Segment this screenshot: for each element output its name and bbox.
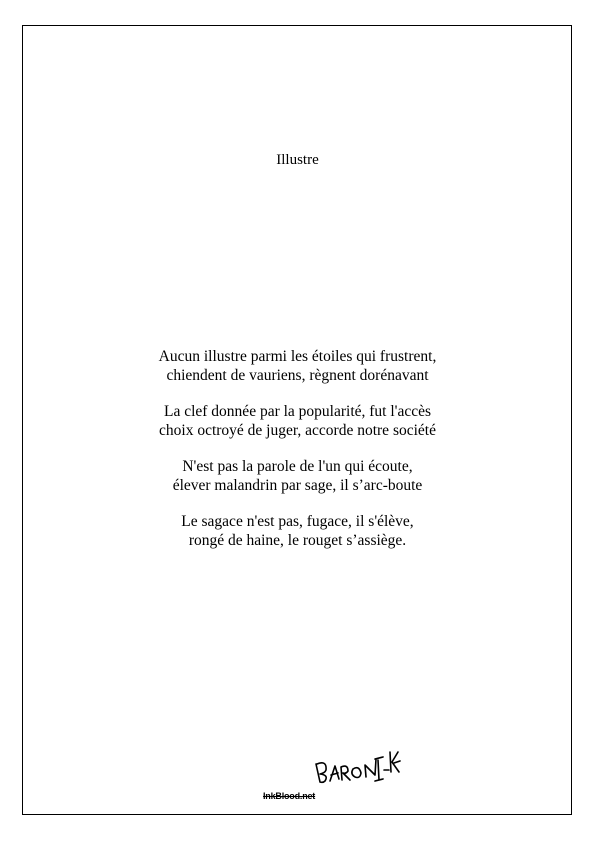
handwritten-signature — [310, 742, 402, 790]
poem-line: Le sagace n'est pas, fugace, il s'élève, — [181, 513, 414, 530]
stanza-1 — [0, 347, 595, 385]
poem-line: chiendent de vauriens, règnent dorénavant — [166, 367, 429, 384]
poem-title: Illustre — [276, 152, 319, 168]
stanza-4 — [0, 512, 595, 550]
poem-line: N'est pas la parole de l'un qui écoute, — [182, 458, 413, 475]
poem-line: choix octroyé de juger, accorde notre société — [159, 422, 436, 439]
poem-line: La clef donnée par la popularité, fut l'accès — [163, 403, 432, 420]
poem-line: élever malandrin par sage, il s’arc-boute — [172, 477, 423, 494]
stanza-3 — [0, 457, 595, 495]
poem-body — [0, 347, 595, 567]
poem-line: Aucun illustre parmi les étoiles qui frustrent, — [158, 348, 437, 365]
stanza-2 — [0, 402, 595, 440]
site-watermark: InkBlood.net — [263, 791, 316, 801]
poem-line: rongé de haine, le rouget s’assiège. — [188, 532, 407, 549]
